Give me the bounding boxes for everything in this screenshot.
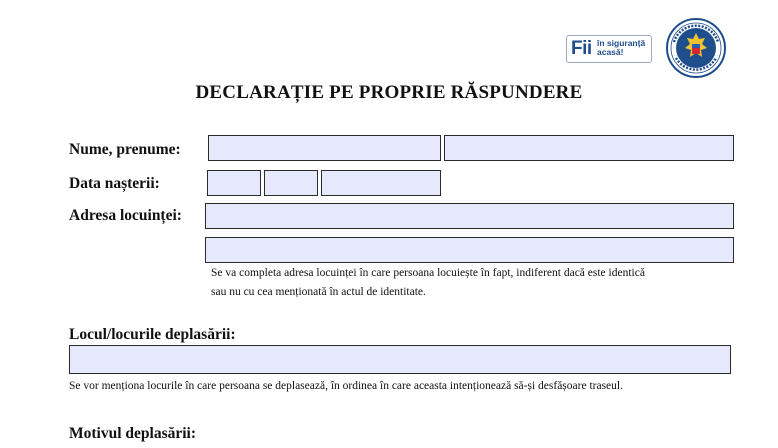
first-name-field[interactable]	[444, 135, 734, 161]
government-seal-logo	[666, 18, 726, 78]
birth-year-field[interactable]	[321, 170, 441, 196]
address-note-line2: sau nu cu cea menționată în actul de identitate.	[211, 286, 426, 298]
address-label: Adresa locuinței:	[69, 207, 182, 224]
birth-day-field[interactable]	[207, 170, 261, 196]
name-label: Nume, prenume:	[69, 141, 181, 158]
birth-month-field[interactable]	[264, 170, 318, 196]
birth-date-label: Data nașterii:	[69, 175, 160, 192]
campaign-logo-fii: Fii	[571, 38, 592, 59]
travel-reason-label: Motivul deplasării:	[69, 425, 197, 442]
travel-places-field[interactable]	[69, 345, 731, 374]
campaign-logo	[566, 35, 652, 63]
address-field-line2[interactable]	[205, 237, 734, 263]
campaign-logo-text: în siguranță acasă!	[597, 38, 646, 57]
form-title: DECLARAȚIE PE PROPRIE RĂSPUNDERE	[195, 82, 583, 103]
address-field-line1[interactable]	[205, 203, 734, 229]
last-name-field[interactable]	[208, 135, 441, 161]
address-note-line1: Se va completa adresa locuinței în care persoana locuiește în fapt, indiferent dacă este identică	[211, 267, 645, 279]
travel-places-note: Se vor menționa locurile în care persoana se deplasează, în ordinea în care aceasta intenționează să-și desfășoare traseul.	[69, 380, 623, 392]
travel-places-label: Locul/locurile deplasării:	[69, 326, 236, 343]
